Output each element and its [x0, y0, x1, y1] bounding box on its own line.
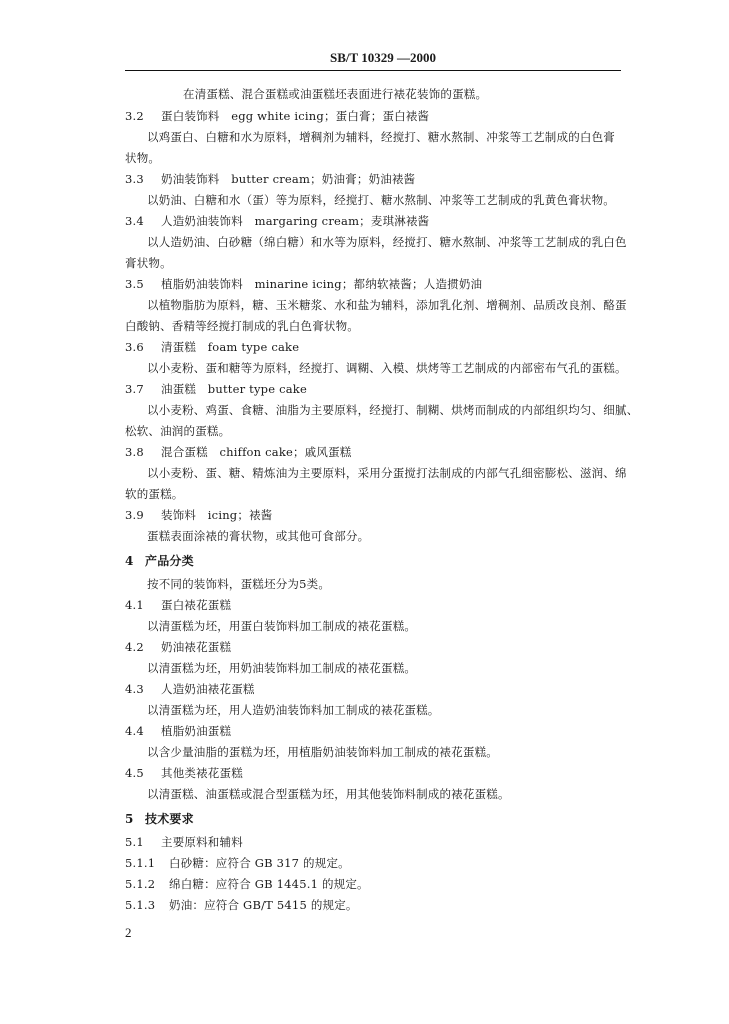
body-paragraph: 以小麦粉、鸡蛋、食糖、油脂为主要原料，经搅打、制糊、烘烤而制成的内部组织均匀、细腻、 — [147, 403, 639, 417]
clause-heading: 3.9 装饰料 icing；裱酱 — [125, 508, 273, 522]
clause-heading: 4.1 蛋白裱花蛋糕 — [125, 598, 232, 612]
clause-heading: 3.2 蛋白装饰料 egg white icing；蛋白膏；蛋白裱酱 — [125, 109, 430, 123]
clause-heading: 5.1 主要原料和辅料 — [125, 835, 243, 849]
body-paragraph: 以清蛋糕为坯，用奶油装饰料加工制成的裱花蛋糕。 — [147, 661, 417, 675]
body-paragraph: 以鸡蛋白、白糖和水为原料，增稠剂为辅料，经搅打、糖水熬制、冲浆等工艺制成的白色膏 — [147, 130, 615, 144]
body-paragraph: 松软、油润的蛋糕。 — [125, 424, 231, 438]
body-paragraph: 以小麦粉、蛋、糖、精炼油为主要原料，采用分蛋搅打法制成的内部气孔细密膨松、滋润、绵 — [147, 466, 627, 480]
body-paragraph: 在清蛋糕、混合蛋糕或油蛋糕坯表面进行裱花装饰的蛋糕。 — [183, 87, 488, 101]
section-heading: 5 技术要求 — [125, 812, 194, 826]
clause-heading: 4.2 奶油裱花蛋糕 — [125, 640, 232, 654]
clause-heading: 3.5 植脂奶油装饰料 minarine icing；都纳软裱酱；人造掼奶油 — [125, 277, 483, 291]
body-paragraph: 以清蛋糕为坯，用人造奶油装饰料加工制成的裱花蛋糕。 — [147, 703, 440, 717]
clause-heading: 3.8 混合蛋糕 chiffon cake；戚风蛋糕 — [125, 445, 352, 459]
header-rule — [125, 70, 621, 71]
body-paragraph: 以清蛋糕为坯，用蛋白装饰料加工制成的裱花蛋糕。 — [147, 619, 417, 633]
clause-heading: 4.5 其他类裱花蛋糕 — [125, 766, 243, 780]
body-paragraph: 膏状物。 — [125, 256, 172, 270]
body-paragraph: 白酸钠、香精等经搅打制成的乳白色膏状物。 — [125, 319, 359, 333]
body-paragraph: 以人造奶油、白砂糖（绵白糖）和水等为原料，经搅打、糖水熬制、冲浆等工艺制成的乳白色 — [147, 235, 627, 249]
standard-number-header: SB/T 10329 —2000 — [330, 50, 436, 65]
clause-item: 5.1.1 白砂糖：应符合 GB 317 的规定。 — [125, 856, 350, 870]
body-paragraph: 以小麦粉、蛋和糖等为原料，经搅打、调糊、入模、烘烤等工艺制成的内部密布气孔的蛋糕。 — [147, 361, 627, 375]
body-paragraph: 以含少量油脂的蛋糕为坯，用植脂奶油装饰料加工制成的裱花蛋糕。 — [147, 745, 498, 759]
section-heading: 4 产品分类 — [125, 554, 194, 568]
clause-heading: 3.7 油蛋糕 butter type cake — [125, 382, 307, 396]
body-paragraph: 按不同的装饰料，蛋糕坯分为5类。 — [147, 577, 331, 591]
clause-heading: 4.4 植脂奶油蛋糕 — [125, 724, 232, 738]
clause-heading: 3.3 奶油装饰料 butter cream；奶油膏；奶油裱酱 — [125, 172, 416, 186]
body-paragraph: 状物。 — [125, 151, 161, 165]
clause-heading: 4.3 人造奶油裱花蛋糕 — [125, 682, 255, 696]
page-number: 2 — [125, 925, 132, 940]
clause-heading: 3.6 清蛋糕 foam type cake — [125, 340, 300, 354]
clause-heading: 3.4 人造奶油装饰料 margaring cream；麦琪淋裱酱 — [125, 214, 430, 228]
body-paragraph: 以清蛋糕、油蛋糕或混合型蛋糕为坯，用其他装饰料制成的裱花蛋糕。 — [147, 787, 510, 801]
body-paragraph: 软的蛋糕。 — [125, 487, 184, 501]
clause-item: 5.1.3 奶油：应符合 GB/T 5415 的规定。 — [125, 898, 358, 912]
body-paragraph: 以奶油、白糖和水（蛋）等为原料，经搅打、糖水熬制、冲浆等工艺制成的乳黄色膏状物。 — [147, 193, 615, 207]
body-paragraph: 以植物脂肪为原料，糖、玉米糖浆、水和盐为辅料，添加乳化剂、增稠剂、品质改良剂、酪蛋 — [147, 298, 627, 312]
body-paragraph: 蛋糕表面涂裱的膏状物，或其他可食部分。 — [147, 529, 370, 543]
clause-item: 5.1.2 绵白糖：应符合 GB 1445.1 的规定。 — [125, 877, 369, 891]
